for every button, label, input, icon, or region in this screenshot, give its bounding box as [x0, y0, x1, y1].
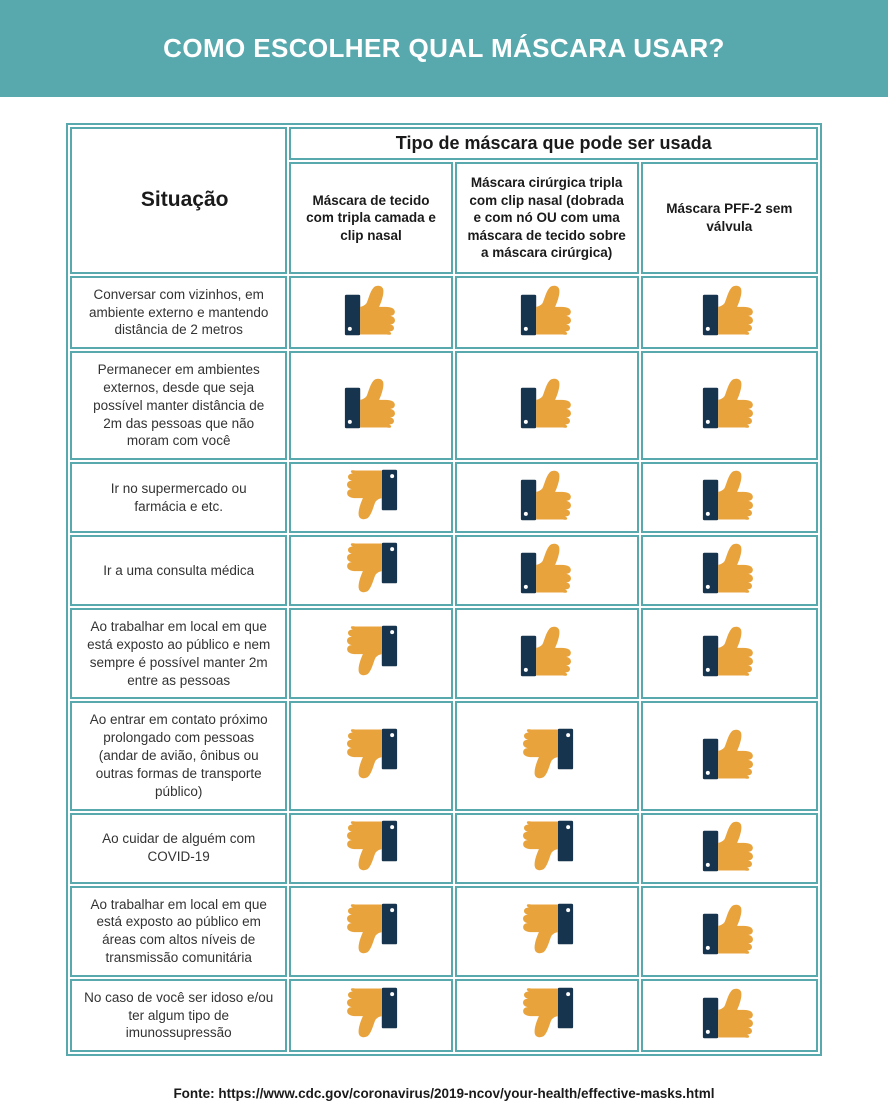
thumbs-up-icon — [518, 283, 576, 337]
thumbs-up-icon — [700, 727, 758, 781]
verdict-cell — [289, 701, 452, 810]
verdict-cell — [641, 462, 818, 533]
verdict-cell — [455, 535, 639, 606]
verdict-cell — [289, 979, 452, 1052]
source-footer — [0, 1086, 888, 1101]
thumbs-down-icon — [342, 541, 400, 595]
page-title: COMO ESCOLHER QUAL MÁSCARA USAR? — [163, 33, 725, 63]
mask-table-container — [66, 123, 822, 1056]
verdict-cell — [289, 886, 452, 977]
table-row — [70, 701, 818, 810]
thumbs-up-icon — [518, 468, 576, 522]
table-row — [70, 462, 818, 533]
thumbs-down-icon — [342, 819, 400, 873]
verdict-cell — [641, 979, 818, 1052]
table-row — [70, 535, 818, 606]
thumbs-up-icon — [700, 376, 758, 430]
verdict-cell — [641, 351, 818, 460]
verdict-cell — [641, 535, 818, 606]
thumbs-down-icon — [342, 986, 400, 1040]
verdict-cell — [641, 701, 818, 810]
verdict-cell — [289, 351, 452, 460]
verdict-cell — [289, 462, 452, 533]
thumbs-up-icon — [700, 283, 758, 337]
verdict-cell — [289, 813, 452, 884]
table-row — [70, 351, 818, 460]
verdict-cell — [455, 701, 639, 810]
verdict-cell — [455, 276, 639, 349]
situation-cell: Ao trabalhar em local em que está exposto ao público e nem sempre é possível manter 2m entre as pessoas — [70, 608, 287, 699]
mask-type-span-header: Tipo de máscara que pode ser usada — [289, 127, 818, 160]
verdict-cell — [289, 608, 452, 699]
mask-column-header: Máscara PFF-2 sem válvula — [641, 162, 818, 274]
situation-cell: Ao trabalhar em local em que está exposto ao público em áreas com altos níveis de transmissão comunitária — [70, 886, 287, 977]
situation-cell: Ir a uma consulta médica — [70, 535, 287, 606]
thumbs-up-icon — [342, 283, 400, 337]
thumbs-down-icon — [518, 902, 576, 956]
verdict-cell — [455, 351, 639, 460]
thumbs-down-icon — [518, 819, 576, 873]
thumbs-up-icon — [700, 468, 758, 522]
thumbs-up-icon — [700, 902, 758, 956]
verdict-cell — [289, 276, 452, 349]
table-row — [70, 813, 818, 884]
thumbs-down-icon — [518, 986, 576, 1040]
thumbs-down-icon — [342, 902, 400, 956]
verdict-cell — [289, 535, 452, 606]
thumbs-down-icon — [342, 468, 400, 522]
span-header-row — [70, 127, 818, 160]
table-row — [70, 608, 818, 699]
verdict-cell — [455, 886, 639, 977]
verdict-cell — [455, 813, 639, 884]
verdict-cell — [641, 886, 818, 977]
title-banner — [0, 0, 888, 97]
thumbs-up-icon — [700, 819, 758, 873]
situation-cell: Ao entrar em contato próximo prolongado com pessoas (andar de avião, ônibus ou outras formas de transporte público) — [70, 701, 287, 810]
mask-table — [66, 123, 822, 1056]
thumbs-down-icon — [518, 727, 576, 781]
situation-cell: Conversar com vizinhos, em ambiente externo e mantendo distância de 2 metros — [70, 276, 287, 349]
situation-cell: Ao cuidar de alguém com COVID-19 — [70, 813, 287, 884]
mask-column-header: Máscara de tecido com tripla camada e clip nasal — [289, 162, 452, 274]
verdict-cell — [455, 608, 639, 699]
source-text: Fonte: https://www.cdc.gov/coronavirus/2019-ncov/your-health/effective-masks.html — [173, 1086, 715, 1101]
thumbs-up-icon — [700, 624, 758, 678]
thumbs-up-icon — [518, 541, 576, 595]
situation-cell: No caso de você ser idoso e/ou ter algum tipo de imunossupressão — [70, 979, 287, 1052]
situation-cell: Ir no supermercado ou farmácia e etc. — [70, 462, 287, 533]
thumbs-down-icon — [342, 727, 400, 781]
thumbs-up-icon — [518, 376, 576, 430]
thumbs-down-icon — [342, 624, 400, 678]
verdict-cell — [641, 813, 818, 884]
thumbs-up-icon — [700, 541, 758, 595]
verdict-cell — [641, 608, 818, 699]
table-row — [70, 979, 818, 1052]
verdict-cell — [641, 276, 818, 349]
thumbs-up-icon — [700, 986, 758, 1040]
verdict-cell — [455, 462, 639, 533]
situation-cell: Permanecer em ambientes externos, desde que seja possível manter distância de 2m das pessoas que não moram com você — [70, 351, 287, 460]
thumbs-up-icon — [342, 376, 400, 430]
table-row — [70, 886, 818, 977]
thumbs-up-icon — [518, 624, 576, 678]
table-row — [70, 276, 818, 349]
mask-column-header: Máscara cirúrgica tripla com clip nasal (dobrada e com nó OU com uma máscara de tecido sobre a máscara cirúrgica) — [455, 162, 639, 274]
verdict-cell — [455, 979, 639, 1052]
situation-column-header: Situação — [70, 127, 287, 274]
